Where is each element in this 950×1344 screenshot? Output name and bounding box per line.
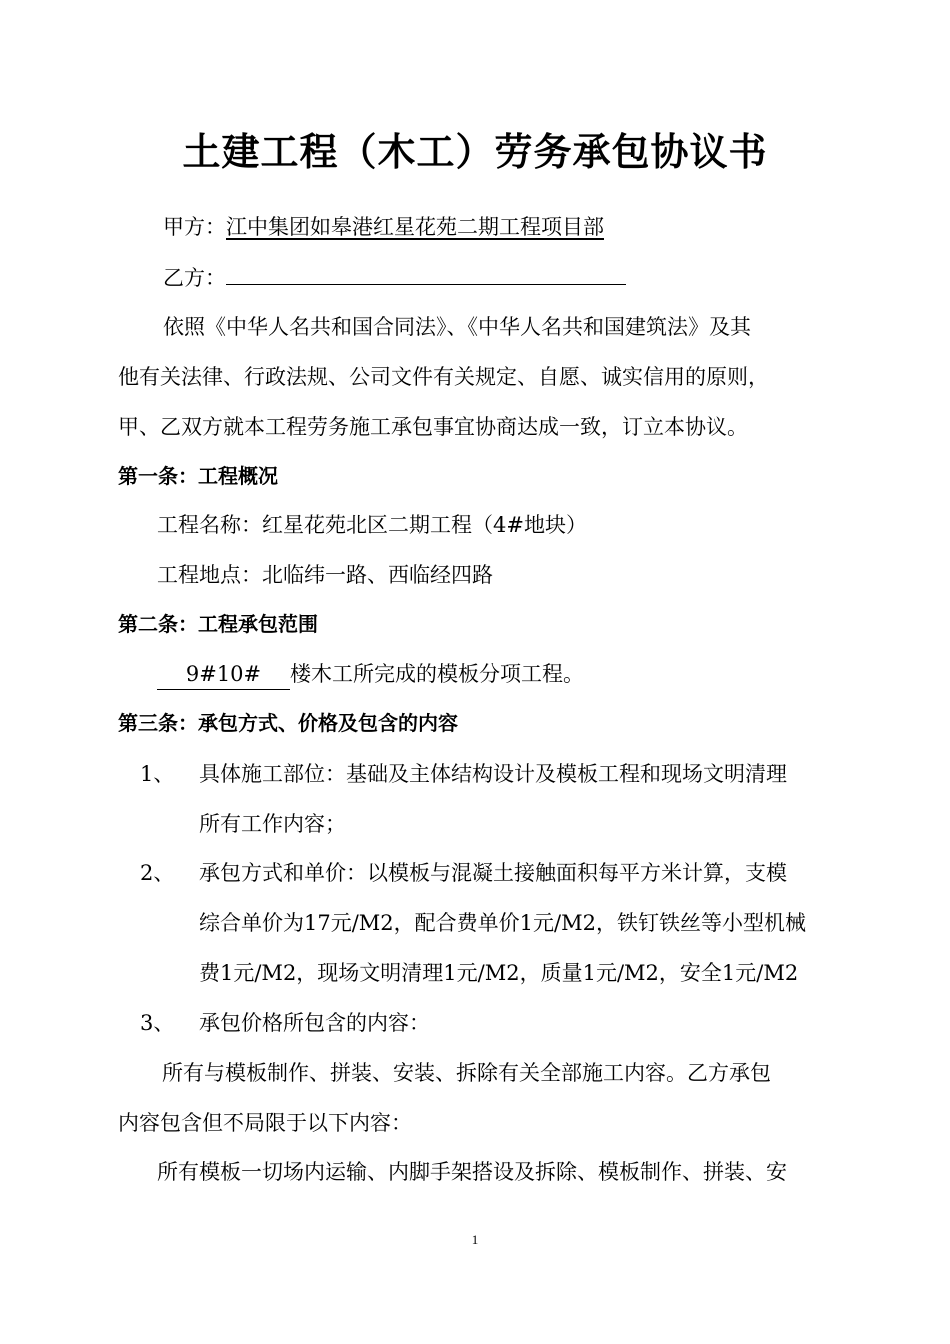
preamble-line-2: 他有关法律、行政法规、公司文件有关规定、自愿、诚实信用的原则， [118, 365, 769, 389]
item-1-line-2: 所有工作内容； [199, 812, 346, 836]
party-a-value: 江中集团如皋港红星花苑二期工程项目部 [226, 215, 604, 239]
content-paragraph-line-1: 所有与模板制作、拼装、安装、拆除有关全部施工内容。乙方承包 [162, 1061, 771, 1085]
scope-line [157, 659, 584, 690]
item-3-number: 3、 [140, 1011, 175, 1035]
document-title: 土建工程（木工）劳务承包协议书 [182, 130, 768, 174]
preamble-line-1: 依照《中华人名共和国合同法》、《中华人名共和国建筑法》及其 [163, 315, 751, 339]
article-3-heading: 第三条：承包方式、价格及包含的内容 [118, 711, 458, 735]
item-1-number: 1、 [140, 762, 175, 786]
item-2-line-2: 综合单价为17元/M2，配合费单价1元/M2，铁钉铁丝等小型机械 [199, 911, 806, 935]
project-location-line: 工程地点：北临纬一路、西临经四路 [157, 563, 493, 587]
page-number: 1 [471, 1232, 479, 1247]
content-paragraph-line-3: 所有模板一切场内运输、内脚手架搭设及拆除、模板制作、拼装、安 [157, 1160, 787, 1184]
item-3-line-1: 承包价格所包含的内容： [199, 1011, 430, 1035]
item-2-line-1: 承包方式和单价：以模板与混凝土接触面积每平方米计算，支模 [199, 861, 787, 885]
content-paragraph-line-2: 内容包含但不局限于以下内容： [118, 1111, 412, 1135]
party-b-blank [226, 262, 626, 285]
party-a-line [163, 212, 604, 242]
project-name-line: 工程名称：红星花苑北区二期工程（4#地块） [157, 513, 587, 537]
party-b-label: 乙方： [163, 266, 226, 290]
scope-text: 楼木工所完成的模板分项工程。 [290, 662, 584, 686]
party-b-line [163, 262, 626, 293]
article-1-heading: 第一条：工程概况 [118, 464, 278, 488]
item-2-line-3: 费1元/M2，现场文明清理1元/M2，质量1元/M2，安全1元/M2 [199, 961, 799, 985]
item-2-number: 2、 [140, 861, 175, 885]
article-2-heading: 第二条：工程承包范围 [118, 612, 318, 636]
scope-blank-fill: 9#10# [157, 659, 290, 690]
item-1-line-1: 具体施工部位：基础及主体结构设计及模板工程和现场文明清理 [199, 762, 787, 786]
preamble-line-3: 甲、乙双方就本工程劳务施工承包事宜协商达成一致，订立本协议。 [118, 415, 748, 439]
party-a-label: 甲方： [163, 215, 226, 239]
